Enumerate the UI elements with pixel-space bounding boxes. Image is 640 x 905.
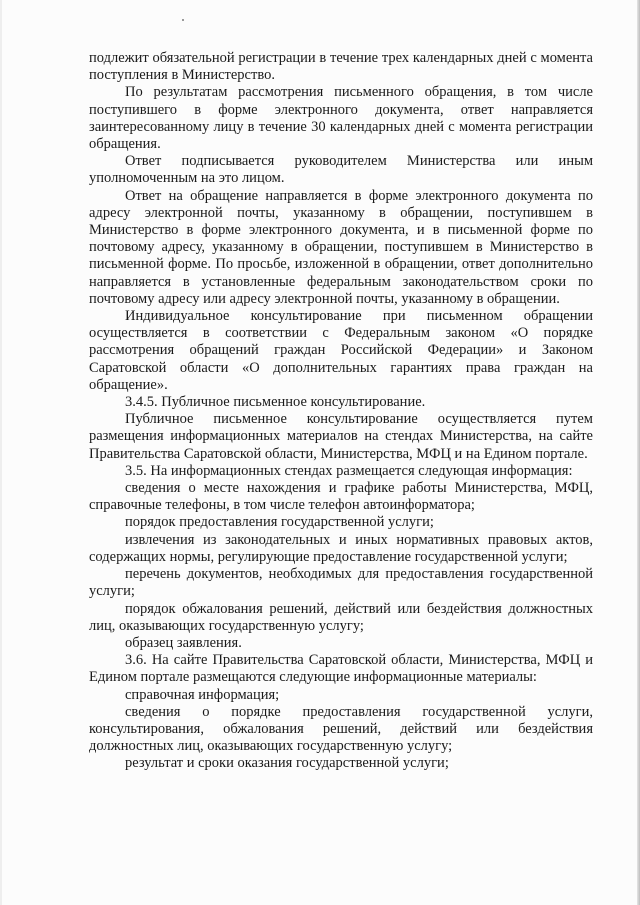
list-item: порядок обжалования решений, действий или бездействия должностных лиц, оказывающих государственную услугу; bbox=[89, 600, 593, 634]
list-item: справочная информация; bbox=[125, 686, 280, 703]
scan-edge-left bbox=[0, 0, 2, 905]
paragraph: Ответ на обращение направляется в форме электронного документа по адресу электронной почты, указанному в обращении, поступившем в Министерство в форме электронного документа, и в письменной форме по почтовому адресу, указанному в обращении, поступившем в Министерство в письменной форме. По просьбе, изложенной в обращении, ответ дополнительно направляется в установленные федеральным законодательством сроки по почтовому адресу или адресу электронной почты, указанному в обращении. bbox=[89, 187, 593, 307]
paragraph: Публичное письменное консультирование осуществляется путем размещения информационных материалов на стендах Министерства, на сайте Правительства Саратовской области, Министерства, МФЦ и на Едином портале. bbox=[89, 411, 593, 462]
document-body bbox=[89, 50, 593, 773]
list-item: перечень документов, необходимых для предоставления государственной услуги; bbox=[89, 566, 593, 600]
list-item: порядок предоставления государственной услуги; bbox=[125, 514, 434, 531]
scan-speck bbox=[182, 19, 184, 21]
paragraph: подлежит обязательной регистрации в течение трех календарных дней с момента поступления в Министерство. bbox=[89, 50, 593, 84]
list-item: сведения о порядке предоставления государственной услуги, консультирования, обжалования решений, действий или бездействия должностных лиц, оказывающих государственную услугу; bbox=[89, 703, 593, 755]
list-item: извлечения из законодательных и иных нормативных правовых актов, содержащих нормы, регулирующие предоставление государственной услуги; bbox=[89, 531, 593, 565]
paragraph: Ответ подписывается руководителем Министерства или иным уполномоченным на это лицом. bbox=[89, 153, 593, 187]
paragraph: 3.5. На информационных стендах размещается следующая информация: bbox=[125, 462, 573, 479]
list-item: сведения о месте нахождения и графике работы Министерства, МФЦ, справочные телефоны, в том числе телефон автоинформатора; bbox=[89, 480, 593, 514]
paragraph: 3.6. На сайте Правительства Саратовской области, Министерства, МФЦ и Едином портале размещаются следующие информационные материалы: bbox=[89, 652, 593, 686]
paragraph: Индивидуальное консультирование при письменном обращении осуществляется в соответствии с Федеральным законом «О порядке рассмотрения обращений граждан Российской Федерации» и Законом Саратовской области «О дополнительных гарантиях права граждан на обращение». bbox=[89, 308, 593, 393]
paragraph: По результатам рассмотрения письменного обращения, в том числе поступившего в форме электронного документа, ответ направляется заинтересованному лицу в течение 30 календарных дней с момента регистрации обращения. bbox=[89, 84, 593, 153]
section-heading: 3.4.5. Публичное письменное консультирование. bbox=[125, 394, 426, 411]
list-item: образец заявления. bbox=[125, 634, 242, 651]
list-item: результат и сроки оказания государственной услуги; bbox=[125, 755, 449, 772]
